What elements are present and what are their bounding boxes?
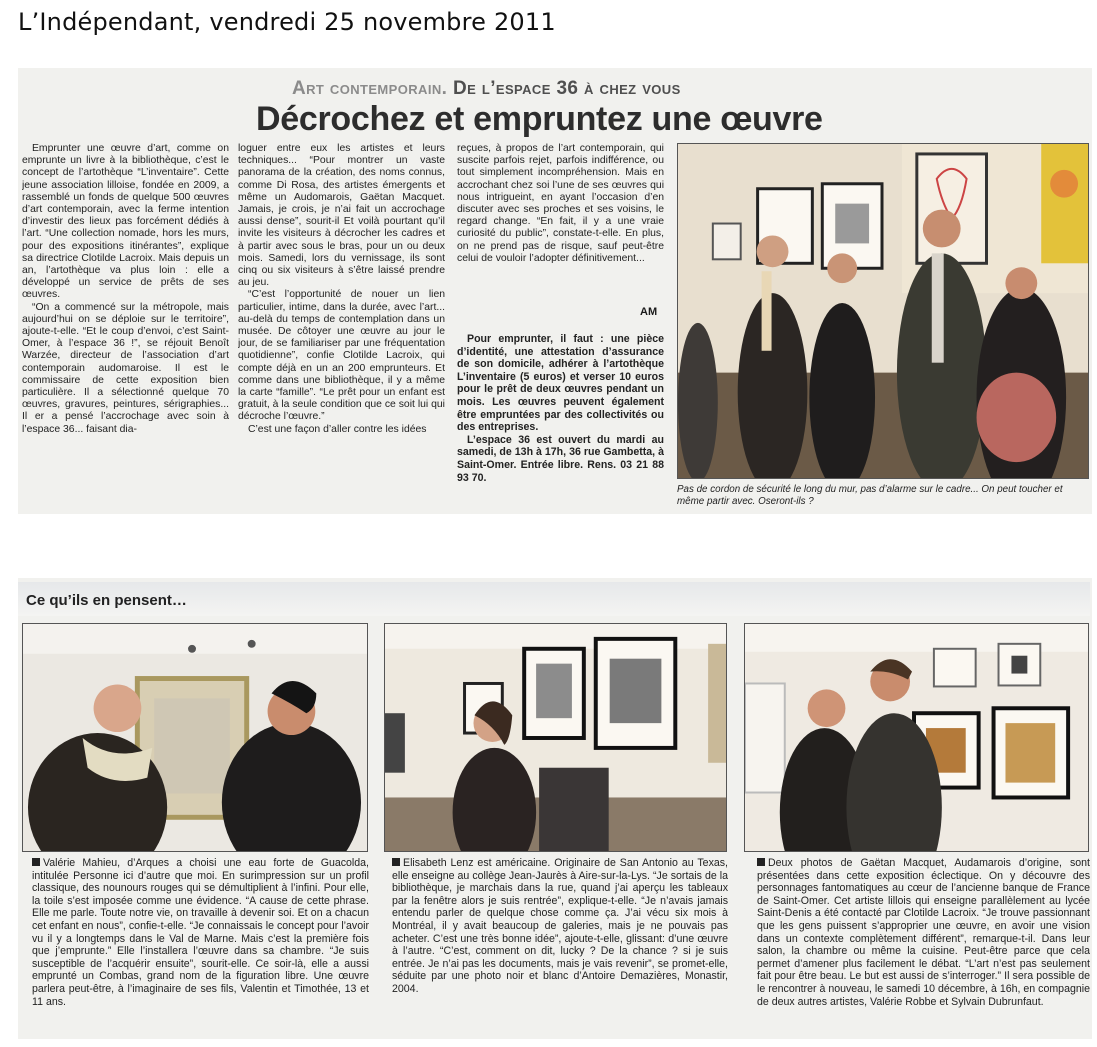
article-headline: Décrochez et empruntez une œuvre [256, 100, 823, 138]
main-photo-caption: Pas de cordon de sécurité le long du mur, pas d’alarme sur le cadre... On peut toucher et même partir avec. Oseront-ils ? [677, 484, 1063, 507]
caption-gaetan-macquet: Deux photos de Gaëtan Macquet, Audamarois d’origine, sont présentées dans cette exposition éclectique. On y découvre des personnages fantomatiques au cœur de l’ancienne banque de France de Saint-Omer. Cet artiste lillois qui enseigne parallèlement au lycée Saint-Denis a été contacté par Clotilde Lacroix. “Je trouve passionnant que les gens puissent s’approprier une œuvre, en avoir une vision dans un contexte complètement différent”, remarque-t-il. Dans leur salon, la chambre ou même la cuisine. Peut-être parce que cela permet d’amener plus facilement le débat. “L’art n’est pas seulement fait pour être beau. Le but est aussi de s’interroger.” Il sera possible de le rencontrer à nouveau, le samedi 10 décembre, à 16h, en compagnie de deux autres artistes, Valérie Robbe et Sylvain Dubrunfaut. [757, 857, 1090, 1008]
paragraph: C’est une façon d’aller contre les idées [248, 423, 427, 435]
photo-valerie-mahieu [22, 623, 368, 852]
bullet-square-icon [757, 858, 765, 866]
article-column-3 [457, 143, 664, 321]
kicker-section: Art contemporain. [292, 78, 448, 99]
info-paragraph: Pour emprunter, il faut : une pièce d’identité, une attestation d’assurance de son domicile, adhérer à l’artothèque L’inventaire (5 euros) et verser 10 euros pour le prêt de deux œuvres pendant un mois. Les œuvres peuvent également être empruntées par des collectivités ou des entreprises. [457, 333, 664, 434]
author-signature: AM [640, 306, 658, 318]
section-title: Ce qu’ils en pensent… [26, 592, 187, 609]
caption-elisabeth-lenz: Elisabeth Lenz est américaine. Originaire de San Antonio au Texas, elle enseigne au collège Jean-Jaurès à Aire-sur-la-Lys. “Je sortais de la bibliothèque, je marchais dans la rue, quand j’ai aperçu les tableaux par la fenêtre alors je suis rentrée”, explique-t-elle. “Je n’avais jamais entendu parler de quelque chose comme ça. J’ai vécu six mois à Montréal, il y avait beaucoup de galeries, mais je ne pouvais pas acheter. C’est une très bonne idée”, ajoute-t-elle, glissant: d’une œuvre à l’autre. “C’est, comment on dit, lucky ? De la chance ? si je suis entrée. Je n’ai pas les documents, mais je vais revenir”, se promet-elle, séduite par une photo noir et blanc d’Antoire Demazières, Monastir, 2004. [392, 857, 728, 995]
article-column-1 [22, 143, 229, 511]
bullet-square-icon [32, 858, 40, 866]
article-column-2 [238, 143, 445, 511]
paragraph: “On a commencé sur la métropole, mais aujourd’hui on se déploie sur le territoire”, ajoute-t-elle. “Et le coup d’envoi, c’est Saint-Omer, à l’espace 36 !”, se réjouit Benoît Warzée, directeur de l’association d’art contemporain audomaroise. Il est le commissaire de cette exposition bien particulière. Il a sélectionné quelque 70 œuvres, gravures, peintures, sérigraphies... Il er a pensé l’accrochage avec soin à l’espace 36... faisant dia- [22, 301, 229, 435]
paragraph: “C’est l’opportunité de nouer un lien particulier, intime, dans la durée, avec l’art... au-delà du temps de contemplation dans un musée. De côtoyer une œuvre au jour le jour, de se familiariser par une fréquentation quotidienne”, confie Clotilde Lacroix, qui compte déjà en un an 200 emprunteurs. Et comme dans une bibliothèque, il y a même la carte “famille”. “Le prêt pour un enfant est gratuit, à la seule condition que ce soit lui qui décroche l’œuvre.” [238, 289, 445, 423]
paragraph: Emprunter une œuvre d’art, comme on emprunte un livre à la bibliothèque, c’est le concept de l’artothèque “L’inventaire”. Cette jeune association lilloise, fondée en 2009, a rassemblé un fonds de quelque 500 œuvres d’art contemporain, avec la ferme intention d’investir des lieux pas forcément dédiés à l’art. “Une collection nomade, hors les murs, pour des expositions itinérantes”, explique sa directrice Clotilde Lacroix. Mais depuis un an, l’artothèque va plus loin : elle a développé un service de prêts de ses œuvres. [22, 143, 229, 301]
paragraph: loguer entre eux les artistes et leurs techniques... “Pour montrer un vaste panorama de la création, des noms connus, comme Di Rosa, des artistes émergents et même un Audomarois, Gaëtan Macquet. Jamais, je crois, je n’ai fait un accrochage aussi dense”, sourit-il Et voilà pourtant qu’il invite les visiteurs à décrocher les cadres et à partir avec sous le bras, pour un ou deux mois. Samedi, lors du vernissage, ils sont cinq ou six visiteurs à s’être laissé prendre au jeu. [238, 143, 445, 289]
page-header-date: L’Indépendant, vendredi 25 novembre 2011 [18, 8, 556, 36]
photo-elisabeth-lenz [384, 623, 727, 852]
article-kicker [292, 78, 681, 100]
info-paragraph: L’espace 36 est ouvert du mardi au samedi, de 13h à 17h, 36 rue Gambetta, à Saint-Omer. Entrée libre. Rens. 03 21 88 93 70. [457, 433, 664, 484]
bullet-square-icon [392, 858, 400, 866]
main-photo [677, 143, 1089, 479]
kicker-topic: De l’espace 36 à chez vous [452, 78, 681, 99]
caption-valerie-mahieu: Valérie Mahieu, d’Arques a choisi une eau forte de Guacolda, intitulée Personne ici d’autre que moi. En surimpression sur un profil classique, des nounours rouges qui se démultiplient à l’infini. Pour elle, la toile s’est imposée comme une évidence. “A cause de cette phrase. Elle me parle. Toute notre vie, on travaille à devenir soi. Et on a chacun cet enfant en nous”, confie-t-elle. “Je connaissais le concept pour l’avoir vu il y a longtemps dans le Val de Marne. Mais c’est la première fois que j’emprunte.” Elle l’installera l’œuvre dans sa chambre. “Je suis susceptible de l’acquérir ensuite”, sourit-elle. Ce soir-là, elle a aussi emprunté un Combas, grand nom de la figuration libre. Une œuvre parlera peut-être, à l’imaginaire de ses fils, Valentin et Timothée, 13 et 11 ans. [32, 857, 369, 1008]
photo-gaetan-macquet [744, 623, 1089, 852]
paragraph: reçues, à propos de l’art contemporain, qui suscite parfois rejet, parfois indifférence, ou tout simplement incompréhension. Mais en accrochant chez soi l’une de ses œuvres qui nous intrigueint, en ayant l’occasion d’en discuter avec ses proches et ses voisins, le regard change. “En fait, il y a une vraie curiosité du public”, constate-t-elle. En plus, on ne prend pas de risque, sauf peut-être celui de vouloir l’adopter définitivement... [457, 143, 664, 264]
practical-info [457, 333, 664, 513]
